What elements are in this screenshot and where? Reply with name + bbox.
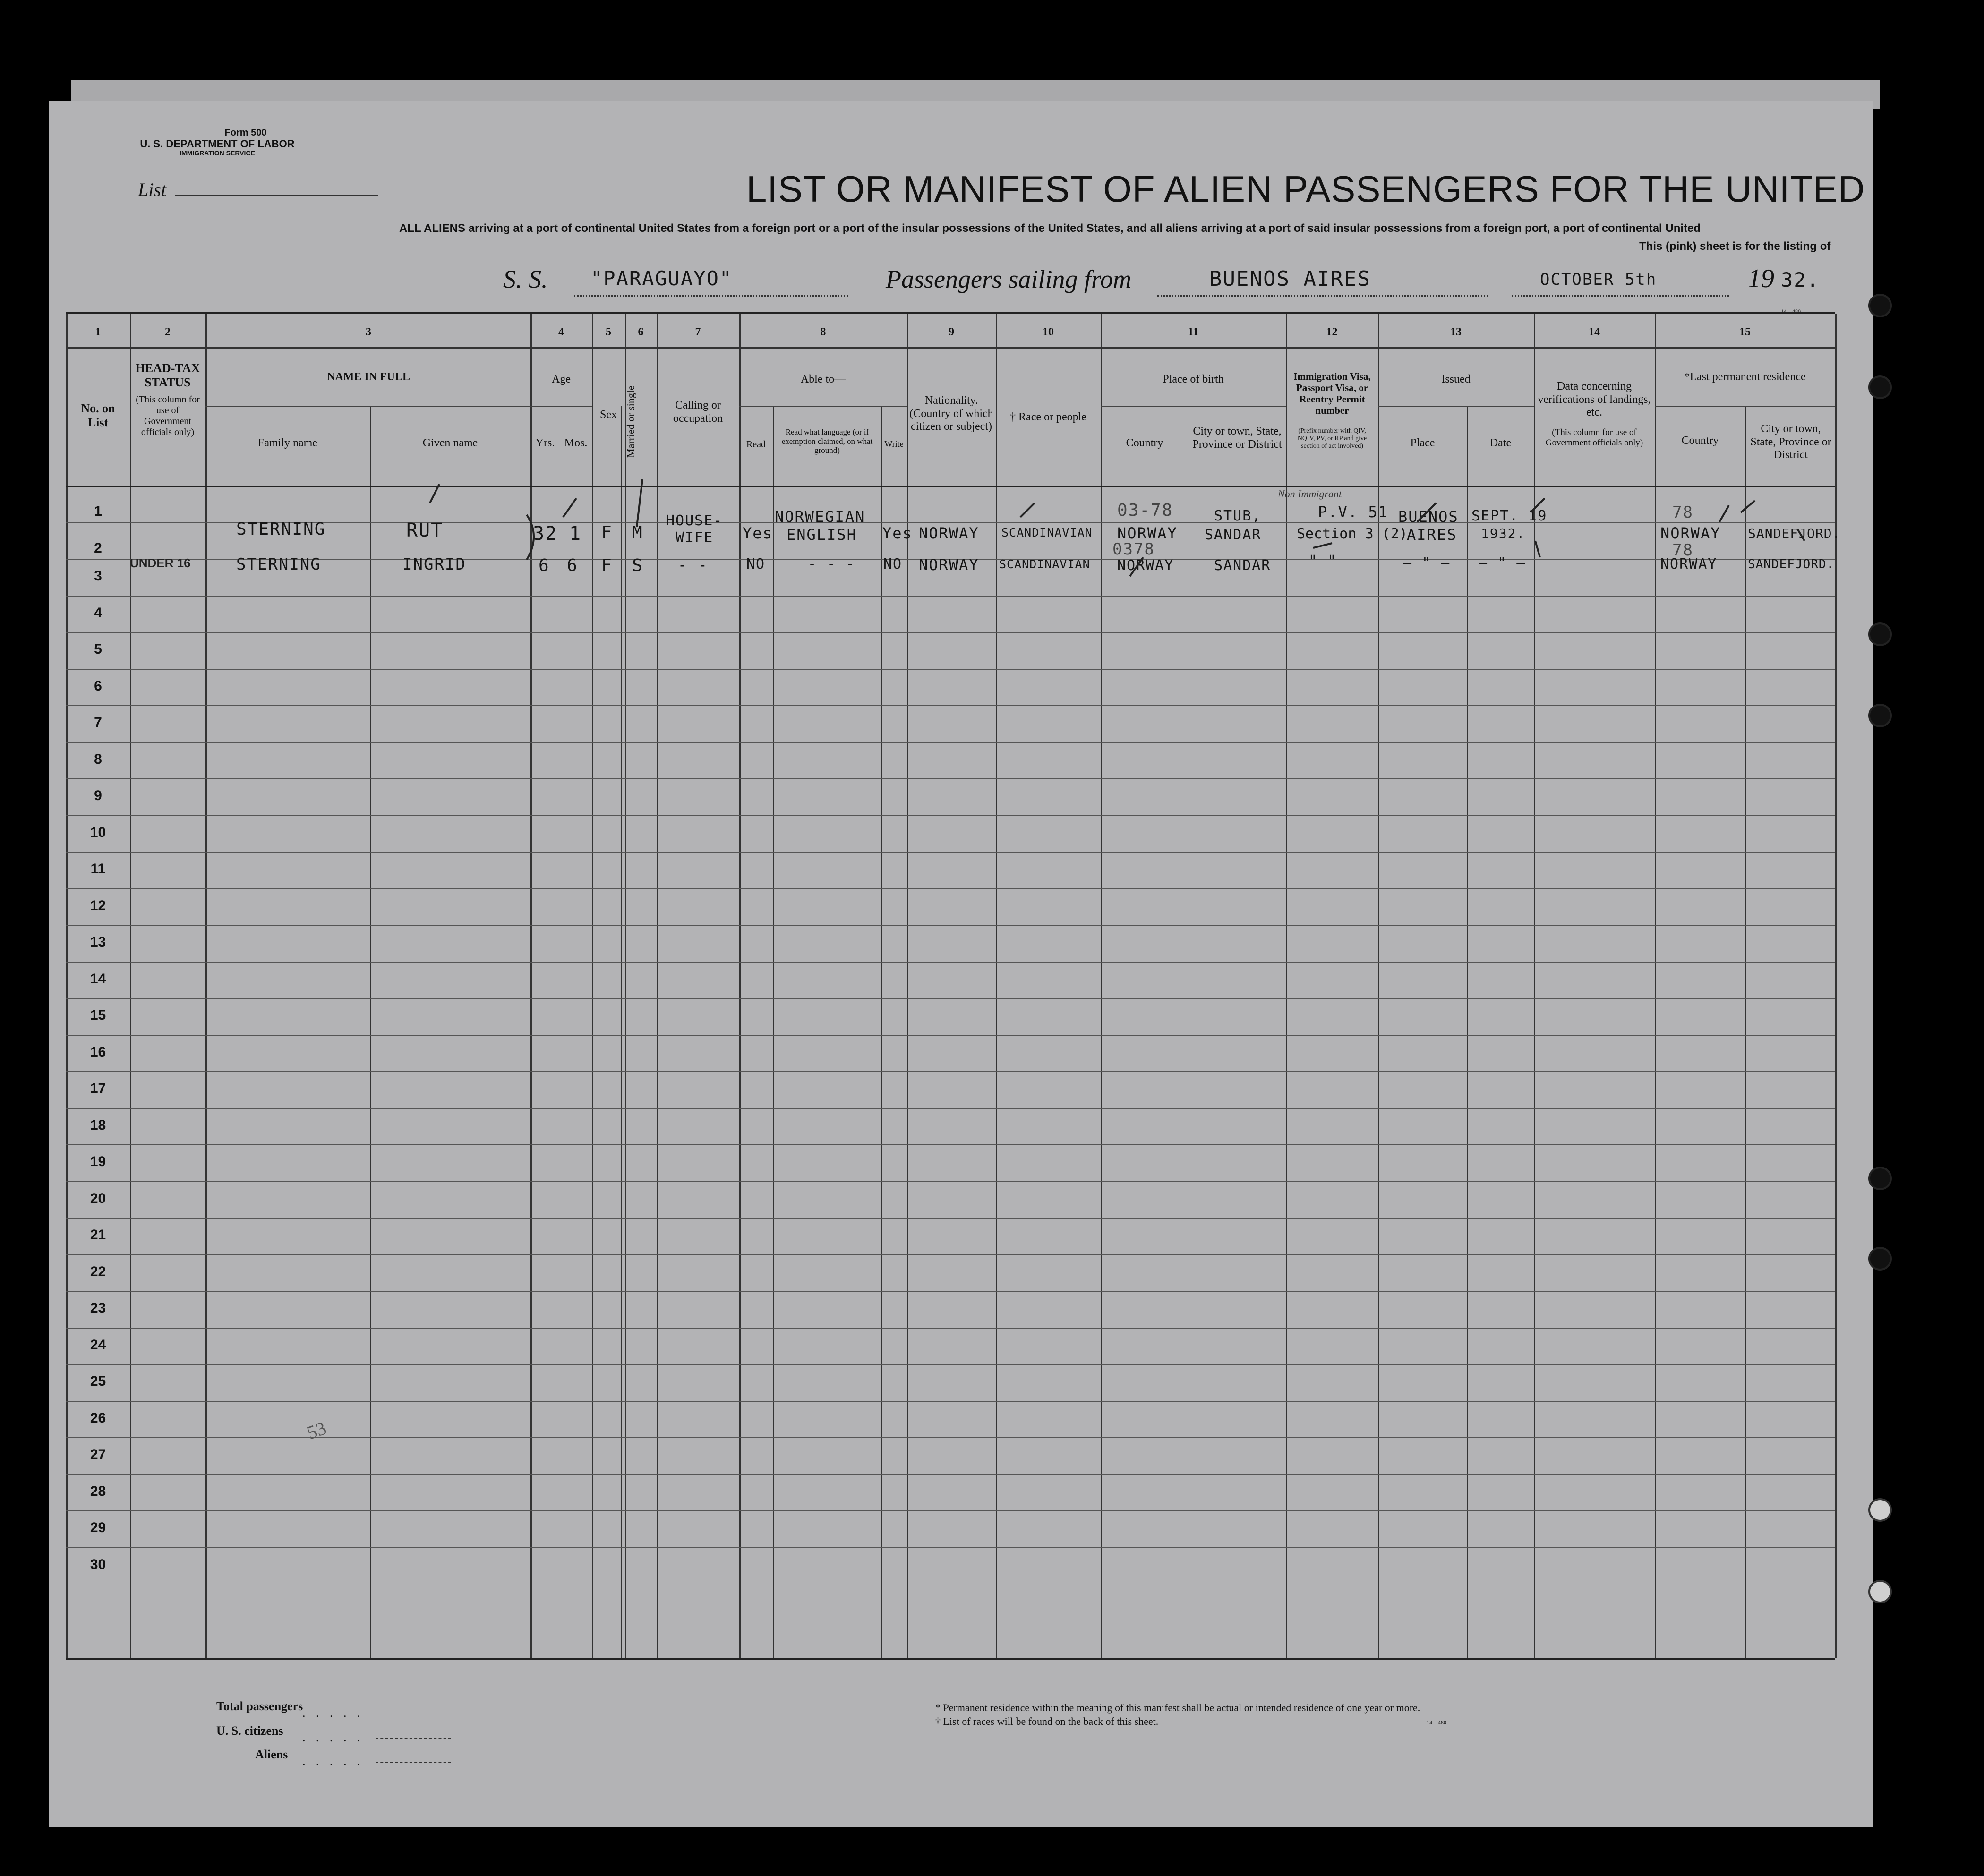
footer-line-2	[376, 1738, 451, 1739]
row2-write: NO	[883, 556, 903, 572]
row-number: 28	[90, 1483, 106, 1499]
row-number: 15	[90, 1007, 106, 1023]
row1-birth-city-line2: SANDAR	[1205, 527, 1262, 543]
row2-given-name: INGRID	[402, 555, 466, 574]
ship-line	[574, 295, 848, 297]
row2-family-name: STERNING	[236, 555, 321, 574]
col-num-5: 5	[606, 326, 611, 338]
header-read-language: Read what language (or if exemption claimed, on what ground)	[781, 427, 873, 455]
row2-sex: F	[601, 556, 613, 575]
row-line	[66, 742, 1835, 743]
department-label: U. S. DEPARTMENT OF LABOR	[140, 138, 295, 150]
row2-residence-country: NORWAY	[1660, 556, 1718, 572]
departure-port: BUENOS AIRES	[1209, 267, 1371, 291]
row-number: 24	[90, 1337, 106, 1353]
footer-dots-2: . . . . .	[302, 1731, 364, 1744]
row-line	[66, 1474, 1835, 1475]
footer-dots-3: . . . . .	[302, 1754, 364, 1768]
col-num-12: 12	[1326, 326, 1338, 338]
row-number: 21	[90, 1227, 106, 1243]
row-line	[66, 925, 1835, 926]
header-issued-date: Date	[1489, 437, 1512, 449]
row-line	[66, 1328, 1835, 1329]
row-number: 29	[90, 1520, 106, 1535]
row-number: 7	[94, 715, 102, 730]
page-title: LIST OR MANIFEST OF ALIEN PASSENGERS FOR THE UNITED	[746, 168, 1865, 210]
row1-given-name: RUT	[406, 520, 444, 541]
header-head-tax: HEAD-TAX STATUS	[135, 361, 200, 389]
header-residence-city: City or town, State, Province or District	[1750, 423, 1831, 461]
row2-married: S	[632, 556, 643, 575]
row-line	[66, 1437, 1835, 1438]
row-line	[66, 1218, 1835, 1219]
header-last-residence: *Last permanent residence	[1684, 371, 1806, 383]
row2-birth-note: 0378	[1112, 540, 1155, 559]
row1-visa-note: Non Immigrant	[1278, 488, 1342, 500]
form-code: 14—480	[1781, 308, 1801, 315]
ss-label: S. S.	[503, 265, 548, 293]
row1-residence-note: 78	[1672, 503, 1693, 522]
col-num-4: 4	[558, 326, 564, 338]
row-number: 13	[90, 934, 106, 950]
row2-issued-date-ditto: – " –	[1479, 555, 1526, 571]
row1-race: SCANDINAVIAN	[1001, 526, 1093, 539]
row-number: 18	[90, 1117, 106, 1133]
row1-write: Yes	[882, 524, 913, 542]
sailing-label: Passengers sailing from	[886, 265, 1132, 293]
footer-line-3	[376, 1762, 451, 1763]
header-write: Write	[884, 439, 904, 449]
row-number: 17	[90, 1081, 106, 1096]
row-line	[66, 1401, 1835, 1402]
row2-language: - - -	[808, 556, 855, 572]
row-number: 22	[90, 1263, 106, 1279]
col-num-13: 13	[1450, 326, 1462, 338]
row-line	[66, 1510, 1835, 1511]
row1-visa-number: P.V. 51	[1318, 503, 1388, 521]
header-no-on-list: No. on List	[81, 401, 115, 429]
row-line	[66, 778, 1835, 779]
row-number: 19	[90, 1154, 106, 1169]
col-num-9: 9	[949, 326, 954, 338]
row1-married: M	[632, 523, 643, 542]
header-place-of-birth: Place of birth	[1163, 373, 1224, 385]
year: 32.	[1781, 268, 1820, 291]
punch-hole-7	[1868, 1498, 1892, 1522]
row-number: 23	[90, 1300, 106, 1316]
row-line	[66, 962, 1835, 963]
header-given-name: Given name	[422, 437, 478, 449]
row-number: 16	[90, 1044, 106, 1060]
footer-code: 14—480	[1427, 1719, 1446, 1726]
row1-issued-place-line2: AIRES	[1407, 526, 1457, 544]
row1-calling-line2: WIFE	[676, 529, 714, 546]
list-label: List	[138, 179, 167, 200]
punch-hole-5	[1868, 1167, 1892, 1190]
footer-aliens: Aliens	[255, 1748, 288, 1761]
row2-head-tax-stamp: UNDER 16	[130, 556, 191, 570]
row-number: 10	[90, 824, 106, 840]
service-label: IMMIGRATION SERVICE	[180, 149, 255, 157]
header-family-name: Family name	[258, 437, 317, 449]
col-num-3: 3	[366, 326, 371, 338]
col-num-6: 6	[638, 326, 644, 338]
header-residence-country: Country	[1681, 435, 1719, 447]
header-able-to: Able to—	[800, 373, 846, 385]
row1-issued-place-line1: BUENOS	[1398, 508, 1459, 526]
row1-age-years: 32	[533, 523, 558, 545]
header-sex: Sex	[600, 409, 617, 421]
row-line	[66, 705, 1835, 706]
form-number: Form 500	[224, 128, 267, 138]
header-visa-note: (Prefix number with QIV, NQIV, PV, or RP and give section of act involved)	[1297, 427, 1367, 450]
header-race: † Race or people	[1010, 411, 1086, 423]
header-verifications: Data concerning verifications of landings, etc.	[1538, 380, 1651, 419]
row1-visa-section: Section 3 (2)	[1297, 526, 1408, 542]
footer-dots-1: . . . . .	[302, 1706, 364, 1720]
footer-total-passengers: Total passengers	[216, 1699, 303, 1713]
header-married: Married or single	[624, 385, 637, 458]
row2-calling: - -	[678, 556, 708, 574]
row1-birth-city-line1: STUB,	[1214, 508, 1262, 524]
header-issued: Issued	[1441, 373, 1471, 385]
row1-language-line1: NORWEGIAN	[775, 508, 865, 526]
row1-family-name: STERNING	[236, 520, 326, 539]
row-line	[66, 1547, 1835, 1548]
row-number: 12	[90, 897, 106, 913]
footer-note-residence: * Permanent residence within the meaning of this manifest shall be actual or intended residence of one year or more.	[935, 1702, 1420, 1714]
row2-age-months: 6	[567, 556, 578, 575]
header-years: Yrs.	[535, 437, 555, 449]
row2-issued-place-ditto: – " –	[1403, 555, 1451, 571]
row-number: 6	[94, 678, 102, 694]
row-number: 4	[94, 605, 102, 621]
row-line	[66, 1291, 1835, 1292]
year-prefix: 19	[1748, 264, 1774, 293]
port-line	[1157, 295, 1488, 297]
footer-us-citizens: U. S. citizens	[216, 1724, 283, 1738]
row1-nationality: NORWAY	[919, 524, 979, 542]
check-marks	[66, 314, 1835, 645]
punch-hole-4	[1868, 704, 1892, 727]
row2-read: NO	[746, 556, 766, 572]
row-number: 26	[90, 1410, 106, 1426]
col-num-14: 14	[1589, 326, 1600, 338]
row2-birth-country: NORWAY	[1117, 557, 1174, 574]
row2-nationality: NORWAY	[919, 556, 979, 574]
header-calling: Calling or occupation	[673, 399, 723, 425]
footer-note-races: † List of races will be found on the back of this sheet.	[935, 1715, 1159, 1727]
row-number: 1	[94, 503, 102, 519]
form-subtitle-2: This (pink) sheet is for the listing of	[1639, 240, 1831, 253]
row2-residence-city: SANDEFJORD.	[1748, 557, 1835, 571]
row1-residence-country: NORWAY	[1660, 524, 1721, 542]
manifest-grid	[66, 312, 1841, 1660]
form-subtitle: ALL ALIENS arriving at a port of continental United States from a foreign port or a port of the insular possessions of the United States, and all aliens arriving at a port of said insular possessions from a foreign port, a port of continental United	[399, 222, 1701, 235]
row2-race: SCANDINAVIAN	[999, 557, 1090, 571]
header-issued-place: Place	[1410, 437, 1435, 449]
row-number: 27	[90, 1447, 106, 1462]
row-number: 30	[90, 1556, 106, 1572]
row-number: 9	[94, 788, 102, 803]
departure-date: OCTOBER 5th	[1540, 270, 1657, 289]
row-number: 5	[94, 641, 102, 657]
row-line	[66, 1364, 1835, 1365]
row-line	[66, 852, 1835, 853]
header-read: Read	[746, 439, 766, 450]
col-num-8: 8	[820, 326, 826, 338]
row-line	[66, 669, 1835, 670]
header-age: Age	[552, 373, 571, 385]
row-number: 8	[94, 751, 102, 767]
row-number: 3	[94, 568, 102, 584]
row2-visa-ditto: " "	[1308, 553, 1337, 569]
row1-residence-city: SANDEFJORD.	[1748, 526, 1841, 541]
list-blank-line	[175, 195, 378, 196]
date-line	[1512, 295, 1729, 297]
header-birth-city: City or town, State, Province or District	[1192, 425, 1282, 451]
row-number: 25	[90, 1373, 106, 1389]
row-line	[66, 1035, 1835, 1036]
header-head-tax-note: (This column for use of Government officials only)	[136, 394, 200, 437]
header-verifications-note: (This column for use of Government officials only)	[1545, 427, 1643, 448]
row-line	[66, 1144, 1835, 1145]
row1-birth-country: NORWAY	[1117, 524, 1178, 542]
col-num-11: 11	[1188, 326, 1199, 338]
col-num-15: 15	[1739, 326, 1751, 338]
row1-calling-line1: HOUSE-	[666, 512, 723, 529]
row1-birth-note: 03-78	[1117, 501, 1173, 520]
header-months: Mos.	[564, 437, 588, 449]
col-num-2: 2	[165, 326, 171, 338]
header-visa: Immigration Visa, Passport Visa, or Reentry Permit number	[1293, 371, 1371, 417]
col-num-10: 10	[1043, 326, 1054, 338]
row-line	[66, 815, 1835, 816]
row1-issued-date-line1: SEPT. 19	[1471, 508, 1548, 524]
row1-read: Yes	[743, 524, 773, 542]
punch-hole-3	[1868, 622, 1892, 646]
row-line	[66, 1181, 1835, 1182]
row-line	[66, 1108, 1835, 1109]
punch-hole-1	[1868, 294, 1892, 317]
row-number: 2	[94, 540, 102, 556]
row-number: 11	[90, 861, 106, 877]
row1-sex: F	[601, 523, 613, 542]
punch-hole-2	[1868, 375, 1892, 399]
col-num-1: 1	[95, 326, 101, 338]
header-name-in-full: NAME IN FULL	[326, 371, 410, 383]
col-num-7: 7	[695, 326, 701, 338]
row-line	[66, 998, 1835, 999]
row-line	[66, 1071, 1835, 1072]
ship-name: "PARAGUAYO"	[590, 267, 733, 290]
row2-age-years: 6	[539, 556, 550, 575]
margin-mark: 53	[304, 1417, 329, 1444]
row-line	[66, 888, 1835, 889]
row-line	[66, 1254, 1835, 1255]
row-number: 14	[90, 971, 106, 987]
row-number: 20	[90, 1190, 106, 1206]
header-nationality: Nationality. (Country of which citizen or subject)	[909, 394, 993, 433]
row1-language-line2: ENGLISH	[787, 526, 857, 544]
row1-age-months: 1	[569, 523, 582, 545]
row2-birth-city: SANDAR	[1214, 557, 1271, 574]
punch-hole-8	[1868, 1580, 1892, 1603]
row2-residence-note: 78	[1672, 541, 1693, 560]
header-birth-country: Country	[1126, 437, 1163, 449]
row1-issued-date-line2: 1932.	[1481, 526, 1526, 541]
punch-hole-6	[1868, 1247, 1892, 1271]
